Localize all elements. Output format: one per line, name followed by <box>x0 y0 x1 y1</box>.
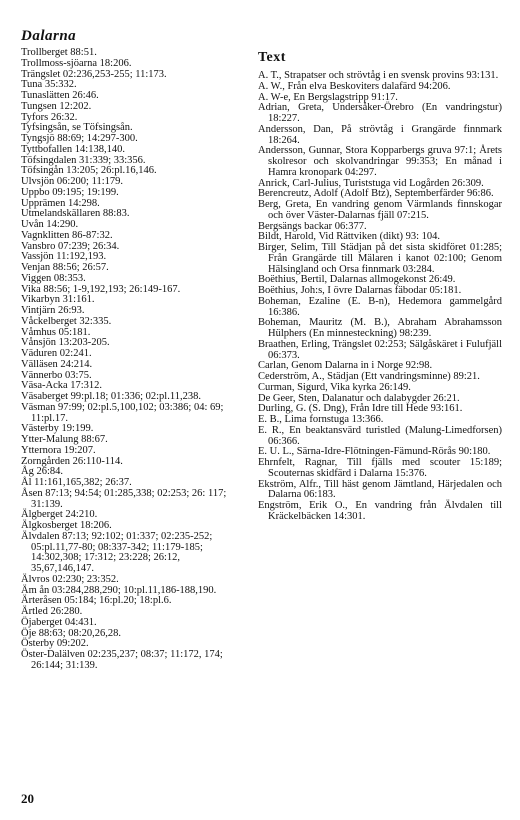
text-entries <box>258 71 502 523</box>
index-entry: A. W-e, En Bergslagstripp 91:17. <box>258 91 398 103</box>
index-entry: Braathen, Erling, Trängslet 02:253; Sälgåskäret i Fulufjäll 06:373. <box>258 338 502 361</box>
index-entry: Vansbro 07:239; 26:34. <box>21 240 120 252</box>
index-entry: Äm ån 03:284,288,290; 10:pl.11,186-188,190. <box>21 584 217 596</box>
index-entry: Berencreutz, Adolf (Adolf Btz), Septemberfärder 96:86. <box>258 188 494 200</box>
index-entry: Tyfsingsån, se Töfsingsån. <box>21 122 133 134</box>
index-entry: Andersson, Gunnar, Stora Kopparbergs gruva 97:1; Årets skolresor och skolvandringar 99:353; En månad i Hamra kronopark 04:297. <box>258 145 502 178</box>
index-entry: Birger, Selim, Till Städjan på det sista skidföret 01:285; Från Grangärde till Mälaren i kanot 02:100; Genom Hälsingland och Orsa finnmark 03:284. <box>258 242 502 275</box>
index-entry: Boheman, Ezaline (E. B-n), Hedemora gammelgård 16:386. <box>258 295 502 318</box>
index-entry: Älvros 02:230; 23:352. <box>21 573 119 585</box>
index-entry: E. R., En beaktansvärd turistled (Malung-Limedforsen) 06:366. <box>258 424 502 447</box>
index-entry: Vassjön 11:192,193. <box>21 251 107 263</box>
index-entry: A. W., Från elva Beskoviters dalafärd 94:206. <box>258 80 451 92</box>
index-entry: Väsman 97:99; 02:pl.5,100,102; 03:386; 04: 69; 11:pl.17. <box>21 401 224 424</box>
index-entry: Trängslet 02:236,253-255; 11:173. <box>21 68 167 80</box>
index-entry: Vånsjön 13:203-205. <box>21 337 110 349</box>
index-entry: Väduren 02:241. <box>21 348 92 359</box>
index-entry: Trollmoss-sjöarna 18:206. <box>21 57 132 69</box>
index-entry: Durling, G. (S. Dng), Från Idre till Hede 93:161. <box>258 403 463 415</box>
index-entry: Åsen 87:13; 94:54; 01:285,338; 02:253; 26: 117; 31:139. <box>21 487 227 510</box>
index-entry: Töfsingdalen 31:339; 33:356. <box>21 154 146 166</box>
index-entry: Berg, Greta, En vandring genom Värmlands finnskogar och över Väster-Dalarnas fjäll 07:215. <box>258 199 502 221</box>
page-header: Dalarna <box>21 28 77 44</box>
index-entry: Tyfors 26:32. <box>21 111 78 123</box>
index-entry: Zorngården 26:110-114. <box>21 455 123 467</box>
index-entry: Boëthius, Bertil, Dalarnas allmogekonst 26:49. <box>258 274 456 286</box>
index-entry: Ytter-Malung 88:67. <box>21 434 108 445</box>
index-entry: De Geer, Sten, Dalanatur och dalabygder 26:21. <box>258 392 460 404</box>
index-entry: Öje 88:63; 08:20,26,28. <box>21 627 122 639</box>
index-entry: Vintjärn 26:93. <box>21 305 85 316</box>
index-entry: Bergsängs backar 06:377. <box>258 220 367 232</box>
index-entry: A. T., Strapatser och strövtåg i en svensk provins 93:131. <box>258 70 499 81</box>
index-entry: Anrick, Carl-Julius, Turiststuga vid Logården 26:309. <box>258 177 484 189</box>
index-entry: E. B., Lima fornstuga 13:366. <box>258 414 384 425</box>
index-entry: Västerby 19:199. <box>21 423 94 435</box>
index-entry: Boëthius, Joh:s, I övre Dalarnas fäbodar 05:181. <box>258 285 462 296</box>
index-entry: Välläsen 24:214. <box>21 358 93 370</box>
index-entry: Öjaberget 04:431. <box>21 616 97 628</box>
index-entry: Venjan 88:56; 26:57. <box>21 262 109 273</box>
index-entry: Carlan, Genom Dalarna in i Norge 92:98. <box>258 360 433 372</box>
index-entry: Töfsingån 13:205; 26:pl.16,146. <box>21 165 157 177</box>
index-entry: Älgkosberget 18:206. <box>21 520 112 531</box>
index-entry: Ekström, Alfr., Till häst genom Jämtland, Härjedalen och Dalarna 06:183. <box>258 478 502 501</box>
section-title: Text <box>258 50 286 65</box>
index-entry: Älgberget 24:210. <box>21 509 98 521</box>
index-entry: Ärtled 26:280. <box>21 606 83 617</box>
index-entry: Ehrnfelt, Ragnar, Till fjälls med scouter 15:189; Scouternas skidfärd i Dalarna 15:376. <box>258 457 502 479</box>
index-entry: Viggen 08:353. <box>21 272 86 284</box>
index-entry: Utmelandskällaren 88:83. <box>21 208 130 220</box>
index-entry: Upprämen 14:298. <box>21 197 100 209</box>
index-entry: Vika 88:56; 1-9,192,193; 26:149-167. <box>21 283 181 295</box>
index-entry: Cederström, A., Städjan (Ett vandringsminne) 89:21. <box>258 371 480 382</box>
index-entry: Vikarbyn 31:161. <box>21 294 95 306</box>
index-entry: Väsa-Acka 17:312. <box>21 380 103 392</box>
index-entry: Ål 11:161,165,382; 26:37. <box>21 477 132 488</box>
index-entry: Tungsen 12:202. <box>21 100 92 112</box>
index-entry: Tuna 35:332. <box>21 79 77 91</box>
index-entry: Öster-Dalälven 02:235,237; 08:37; 11:172, 174; 26:144; 31:139. <box>21 649 223 671</box>
index-entry: Adrian, Greta, Undersåker-Örebro (En vandringstur) 18:227. <box>258 102 502 124</box>
index-entry: Österby 09:202. <box>21 638 89 650</box>
index-entry: Väsaberget 99:pl.18; 01:336; 02:pl.11,238. <box>21 391 201 402</box>
index-entry: Tunaslätten 26:46. <box>21 90 99 101</box>
index-entry: Tyttbofallen 14:138,140. <box>21 143 125 155</box>
index-entry: Boheman, Mauritz (M. B.), Abraham Abrahamsson Hülphers (En minnesteckning) 98:239. <box>258 317 502 339</box>
index-entry: Engström, Erik O., En vandring från Älvdalen till Kräckelbäcken 14:301. <box>258 500 502 522</box>
page-number: 20 <box>21 791 34 806</box>
index-entry: E. U. L., Särna-Idre-Flötningen-Fämund-Rörås 90:180. <box>258 446 491 458</box>
index-entry: Vagnklitten 86-87:32. <box>21 229 113 241</box>
index-entry: Älvdalen 87:13; 92:102; 01:337; 02:235-252; 05:pl.11,77-80; 08:337-342; 11:179-185; 14:302,308; 17:312; 23:228; 26:12, 35,67,146,147. <box>21 530 213 574</box>
index-entry: Uvån 14:290. <box>21 219 79 230</box>
index-entry: Bildt, Harold, Vid Rättviken (dikt) 93: 104. <box>258 231 441 243</box>
index-entry: Curman, Sigurd, Vika kyrka 26:149. <box>258 381 411 393</box>
index-entry: Tyngsjö 88:69; 14:297-300. <box>21 133 138 144</box>
index-entry: Ulvsjön 06:200; 11:179. <box>21 176 123 187</box>
index-entry: Trollberget 88:51. <box>21 47 97 58</box>
index-entry: Våckelberget 32:335. <box>21 315 112 327</box>
index-entry: Ärteråsen 05:184; 16:pl.20; 18:pl.6. <box>21 595 172 607</box>
index-entry: Ytternora 19:207. <box>21 444 96 456</box>
index-entry: Uppbo 09:195; 19:199. <box>21 186 119 198</box>
text-index-column <box>258 50 502 523</box>
index-entry: Vännerbo 03:75. <box>21 369 92 381</box>
index-entry: Andersson, Dan, På strövtåg i Grangärde finnmark 18:264. <box>258 123 502 146</box>
place-index-column <box>21 48 245 672</box>
index-entry: Våmhus 05:181. <box>21 326 91 338</box>
index-entry: Åg 26:84. <box>21 466 63 478</box>
